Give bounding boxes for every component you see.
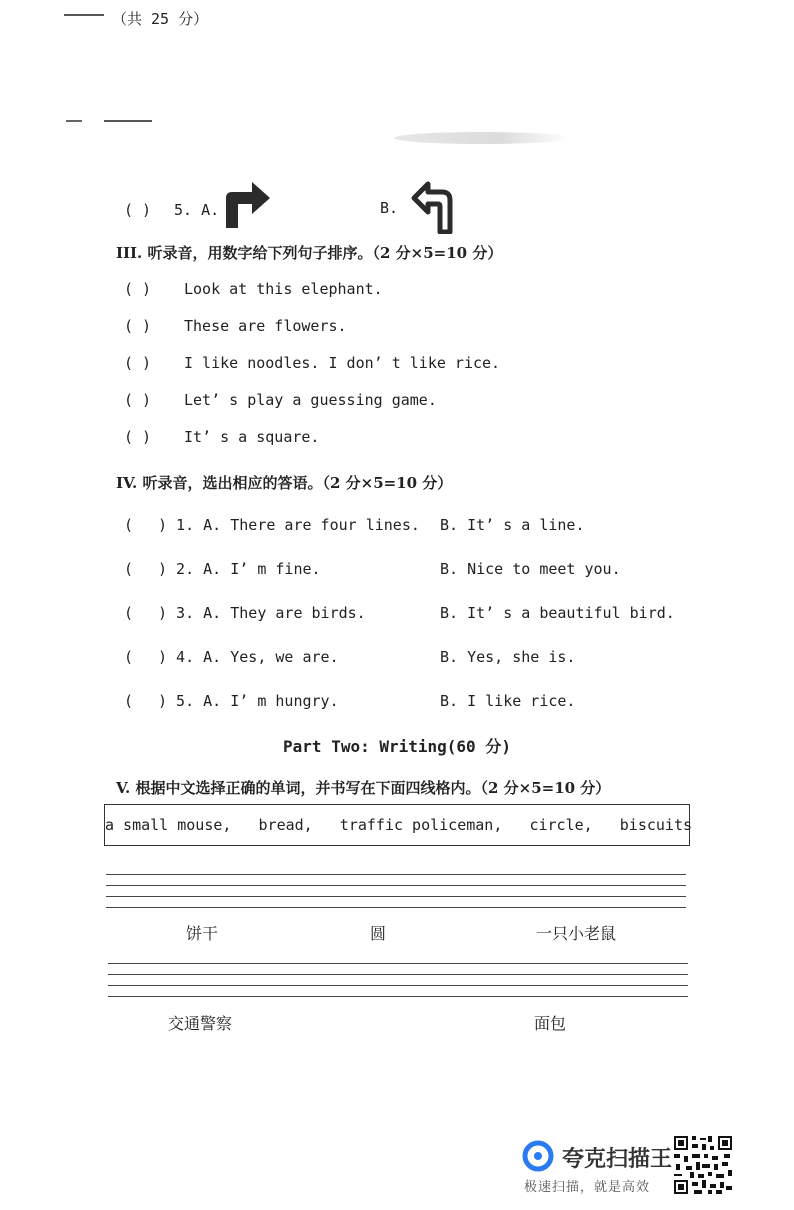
sentence-text: It’ s a square. bbox=[184, 428, 320, 446]
word-bank-text: a small mouse, bread, traffic policeman, circle, biscuits bbox=[105, 816, 692, 834]
chinese-hint: 一只小老鼠 bbox=[536, 924, 617, 943]
option-a: ) 2. A. I’ m fine. bbox=[158, 560, 321, 578]
answer-paren[interactable]: ( bbox=[124, 516, 134, 534]
option-a: ) 1. A. There are four lines. bbox=[158, 516, 420, 534]
scanner-logo-icon bbox=[522, 1140, 554, 1172]
question-row bbox=[0, 516, 794, 540]
question-row bbox=[0, 604, 794, 628]
scan-dash-mark bbox=[66, 120, 82, 122]
section4-title: IV. 听录音，选出相应的答语。（2 分×5=10 分） bbox=[116, 474, 453, 492]
list-item bbox=[0, 280, 794, 304]
chinese-hint: 圆 bbox=[370, 924, 387, 943]
answer-paren[interactable]: ( bbox=[124, 692, 134, 710]
four-line-grid[interactable] bbox=[108, 963, 688, 997]
question-row bbox=[0, 692, 794, 716]
answer-paren[interactable]: ( bbox=[124, 648, 134, 666]
header-scratch-mark bbox=[64, 14, 104, 16]
part2-title: Part Two: Writing(60 分) bbox=[283, 737, 511, 756]
list-item bbox=[0, 428, 794, 452]
qr-code-icon bbox=[672, 1134, 734, 1196]
answer-paren[interactable]: ( bbox=[124, 604, 134, 622]
option-a: ) 4. A. Yes, we are. bbox=[158, 648, 339, 666]
answer-paren[interactable]: ( ) bbox=[124, 428, 152, 446]
scan-dash-mark bbox=[104, 120, 152, 122]
sentence-text: I like noodles. I don’ t like rice. bbox=[184, 354, 501, 372]
answer-paren[interactable]: ( ) bbox=[124, 354, 152, 372]
answer-paren[interactable]: ( ) bbox=[124, 317, 152, 335]
scan-smudge bbox=[394, 132, 570, 144]
question-row bbox=[0, 560, 794, 584]
list-item bbox=[0, 317, 794, 341]
q5-option-a-label: 5. A. bbox=[174, 201, 220, 219]
word-bank-box bbox=[104, 804, 690, 846]
answer-paren[interactable]: ( ) bbox=[124, 391, 152, 409]
list-item bbox=[0, 354, 794, 378]
section3-title: III. 听录音，用数字给下列句子排序。（2 分×5=10 分） bbox=[116, 244, 503, 262]
option-b: B. I like rice. bbox=[440, 692, 576, 710]
option-a: ) 3. A. They are birds. bbox=[158, 604, 366, 622]
chinese-hint: 交通警察 bbox=[168, 1014, 233, 1033]
option-b: B. It’ s a line. bbox=[440, 516, 585, 534]
section5-title: V. 根据中文选择正确的单词，并书写在下面四线格内。（2 分×5=10 分） bbox=[116, 779, 611, 797]
sentence-text: Look at this elephant. bbox=[184, 280, 383, 298]
q5-option-b-label: B. bbox=[380, 199, 399, 217]
turn-right-arrow-icon bbox=[218, 176, 274, 230]
question-row bbox=[0, 648, 794, 672]
option-a: ) 5. A. I’ m hungry. bbox=[158, 692, 339, 710]
chinese-hint: 面包 bbox=[534, 1014, 567, 1033]
sentence-text: Let’ s play a guessing game. bbox=[184, 391, 437, 409]
list-item bbox=[0, 391, 794, 415]
header-total-score: （共 25 分） bbox=[112, 10, 209, 28]
turn-back-arrow-icon bbox=[410, 180, 462, 234]
answer-paren[interactable]: ( bbox=[124, 560, 134, 578]
option-b: B. Yes, she is. bbox=[440, 648, 576, 666]
option-b: B. It’ s a beautiful bird. bbox=[440, 604, 675, 622]
sentence-text: These are flowers. bbox=[184, 317, 347, 335]
chinese-hint: 饼干 bbox=[186, 924, 219, 943]
answer-paren[interactable]: ( ) bbox=[124, 201, 152, 219]
watermark-brand: 夸克扫描王 bbox=[562, 1147, 673, 1172]
answer-paren[interactable]: ( ) bbox=[124, 280, 152, 298]
four-line-grid[interactable] bbox=[106, 874, 686, 908]
option-b: B. Nice to meet you. bbox=[440, 560, 621, 578]
watermark-slogan: 极速扫描，就是高效 bbox=[524, 1180, 651, 1195]
